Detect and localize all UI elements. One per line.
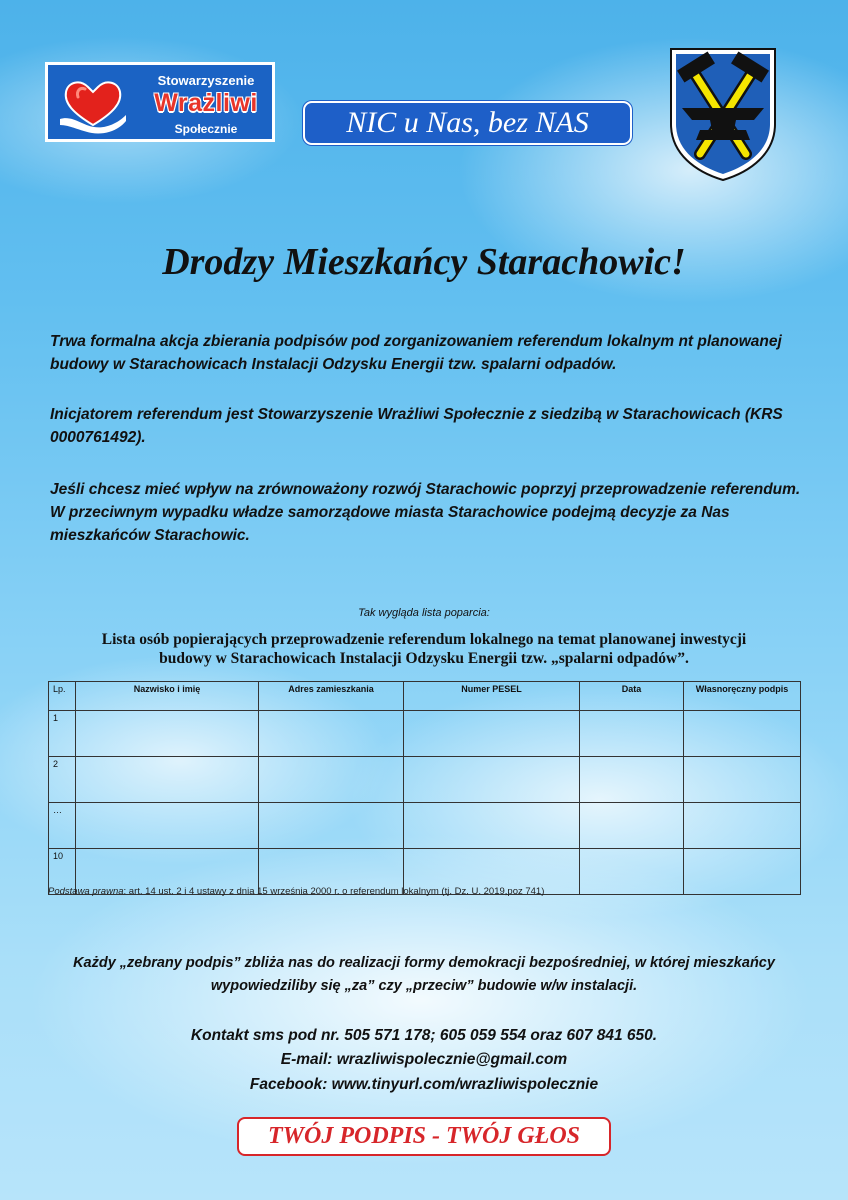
column-header-name: Nazwisko i imię (76, 682, 259, 711)
table-row (49, 711, 801, 757)
contact-email: E-mail: wrazliwispolecznie@gmail.com (280, 1051, 568, 1068)
name-cell (76, 803, 259, 849)
signature-appeal (40, 952, 808, 998)
column-header-pesel: Numer PESEL (404, 682, 580, 711)
name-cell (76, 757, 259, 803)
slogan-banner: NIC u Nas, bez NAS (303, 101, 632, 145)
footer-slogan: TWÓJ PODPIS - TWÓJ GŁOS (237, 1117, 611, 1156)
column-header-date: Data (580, 682, 684, 711)
column-header-address: Adres zamieszkania (259, 682, 404, 711)
column-header-lp: Lp. (49, 682, 76, 711)
paragraph-appeal: Jeśli chcesz mieć wpływ na zrównoważony rozwój Starachowic poprzyj przeprowadzenie referendum. W przeciwnym wypadku władze samorządowe miasta Starachowice podejmą decyzje za Nas mieszkańców Starachowic. (50, 481, 801, 544)
date-cell (580, 711, 684, 757)
name-cell (76, 711, 259, 757)
address-cell (259, 757, 404, 803)
heart-in-hand-icon (58, 75, 128, 135)
list-title-line2: budowy w Starachowicach Instalacji Odzysku Energii tzw. „spalarni odpadów”. (159, 650, 689, 667)
list-note: Tak wygląda lista poparcia: (358, 607, 490, 619)
contact-facebook: Facebook: www.tinyurl.com/wrazliwispolecznie (249, 1076, 599, 1093)
row-number: 1 (49, 711, 76, 757)
date-cell (580, 757, 684, 803)
pesel-cell (404, 803, 580, 849)
legal-basis-label: Podstawa prawna (48, 886, 124, 897)
date-cell (580, 803, 684, 849)
list-title (40, 630, 808, 668)
pesel-cell (404, 757, 580, 803)
appeal-line2: wypowiedziliby się „za” czy „przeciw” budowie w/w instalacji. (210, 978, 638, 994)
pesel-cell (404, 711, 580, 757)
logo-text-main: Wrażliwi (154, 89, 258, 117)
row-number: 10 (49, 849, 76, 895)
column-header-signature: Własnoręczny podpis (684, 682, 801, 711)
table-row (49, 757, 801, 803)
paragraph-initiator: Inicjatorem referendum jest Stowarzyszenie Wrażliwi Społecznie z siedzibą w Starachowicach (KRS 0000761492). (50, 406, 783, 446)
appeal-line1: Każdy „zebrany podpis” zbliża nas do realizacji formy demokracji bezpośredniej, w której mieszkańcy (73, 955, 775, 971)
logo-text-top: Stowarzyszenie (157, 73, 255, 88)
legal-basis-text: : art. 14 ust. 2 i 4 ustawy z dnia 15 września 2000 r. o referendum lokalnym (tj. Dz. U. 2019,poz 741) (123, 886, 545, 897)
coat-of-arms-icon (668, 46, 778, 182)
address-cell (259, 711, 404, 757)
signature-table (48, 681, 801, 895)
list-title-line1: Lista osób popierających przeprowadzenie referendum lokalnego na temat planowanej inwestycji (101, 631, 747, 648)
row-number: 2 (49, 757, 76, 803)
row-number: … (49, 803, 76, 849)
legal-basis (48, 886, 808, 897)
table-header-row (49, 682, 801, 711)
table-row (49, 803, 801, 849)
signature-cell (684, 711, 801, 757)
logo-text-bottom: Społecznie (174, 122, 238, 136)
paragraph-action: Trwa formalna akcja zbierania podpisów pod zorganizowaniem referendum lokalnym nt planowanej budowy w Starachowicach Instalacji Odzysku Energii tzw. spalarni odpadów. (50, 333, 782, 373)
page-title: Drodzy Mieszkańcy Starachowic! (162, 241, 686, 283)
signature-cell (684, 803, 801, 849)
contact-sms: Kontakt sms pod nr. 505 571 178; 605 059 554 oraz 607 841 650. (190, 1027, 658, 1044)
address-cell (259, 803, 404, 849)
signature-cell (684, 757, 801, 803)
association-logo (45, 62, 275, 142)
